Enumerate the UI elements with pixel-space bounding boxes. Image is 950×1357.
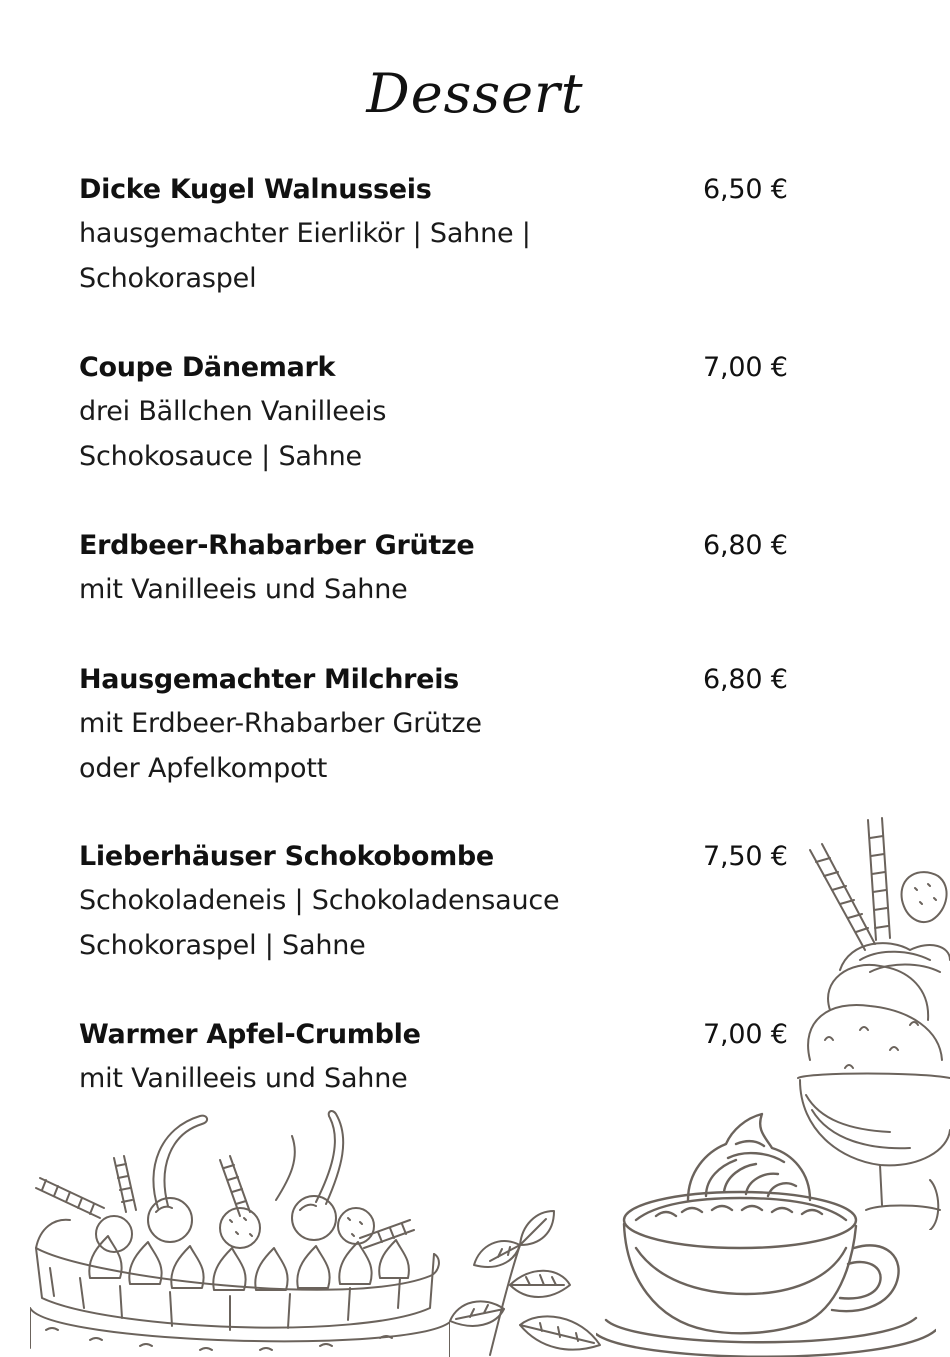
item-price: 6,80 €	[703, 530, 788, 561]
menu-item	[79, 346, 899, 479]
coffee-cup-illustration	[596, 1108, 936, 1357]
item-description: mit Vanilleeis und Sahne	[79, 1063, 408, 1094]
mint-leaves-illustration	[430, 1205, 610, 1357]
item-price: 7,00 €	[703, 1019, 788, 1050]
menu-item	[79, 658, 899, 791]
menu-item	[79, 168, 899, 301]
item-name: Hausgemachter Milchreis	[79, 664, 459, 695]
item-price: 6,50 €	[703, 174, 788, 205]
item-name: Dicke Kugel Walnusseis	[79, 174, 432, 205]
item-name: Warmer Apfel-Crumble	[79, 1019, 421, 1050]
item-name: Erdbeer-Rhabarber Grütze	[79, 530, 475, 561]
item-description: hausgemachter Eierlikör | Sahne | Schokoraspel	[79, 218, 531, 294]
item-price: 6,80 €	[703, 664, 788, 695]
tart-illustration	[30, 1108, 450, 1357]
item-price: 7,00 €	[703, 352, 788, 383]
item-description: Schokoladeneis | Schokoladensauce Schokoraspel | Sahne	[79, 885, 560, 961]
menu-item	[79, 524, 899, 613]
item-name: Coupe Dänemark	[79, 352, 336, 383]
menu-title: Dessert	[366, 62, 584, 125]
item-name: Lieberhäuser Schokobombe	[79, 841, 494, 872]
item-description: mit Erdbeer-Rhabarber Grütze oder Apfelkompott	[79, 708, 482, 784]
item-price: 7,50 €	[703, 841, 788, 872]
item-description: drei Bällchen Vanilleeis Schokosauce | Sahne	[79, 396, 387, 472]
item-description: mit Vanilleeis und Sahne	[79, 574, 408, 605]
